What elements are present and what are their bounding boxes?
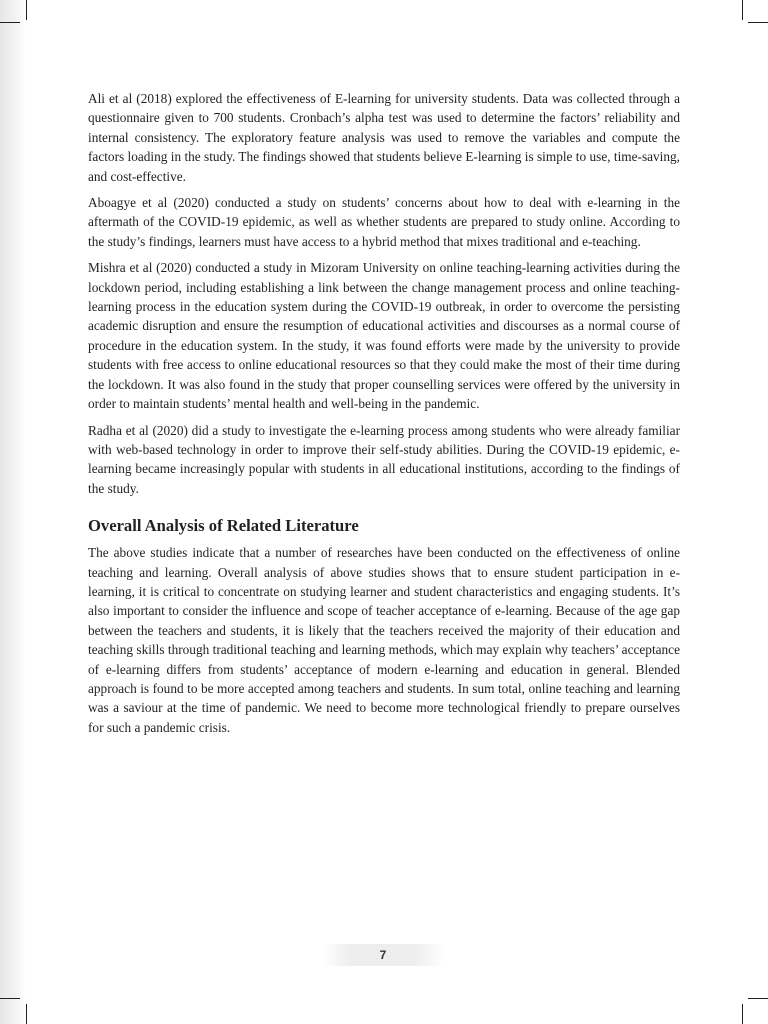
paragraph-mishra-2020: Mishra et al (2020) conducted a study in Mizoram University on online teaching-learning activities during the lockdown period, including establishing a link between the change management process and online teaching-learning process in the education system during the COVID-19 outbreak, in order to overcome the persisting academic disruption and ensure the resumption of educational activities and discourses as a normal course of procedure in the education system. In the study, it was found efforts were made by the university to provide students with free access to online educational resources so that they could make the most of their time during the lockdown. It was also found in the study that proper counselling services were offered by the university in order to maintain students’ mental health and well-being in the pandemic. (88, 260, 680, 412)
page-body (88, 89, 680, 744)
section-body-paragraph: The above studies indicate that a number of researches have been conducted on the effectiveness of online teaching and learning. Overall analysis of above studies shows that to ensure student participation in e-learning, it is critical to concentrate on studying learner and student characteristics and engaging students. It’s also important to consider the influence and scope of teacher acceptance of e-learning. Because of the age gap between the teachers and students, it is likely that the teachers received the majority of their education and teaching skills through traditional teaching and learning methods, which may explain why teachers’ acceptance of e-learning differs from students’ acceptance of modern e-learning and education in general. Blended approach is found to be more accepted among teachers and students. In sum total, online teaching and learning was a saviour at the time of pandemic. We need to become more technological friendly to prepare ourselves for such a pandemic crisis. (88, 545, 680, 735)
paragraph-ali-2018: Ali et al (2018) explored the effectiveness of E-learning for university students. Data was collected through a questionnaire given to 700 students. Cronbach’s alpha test was used to determine the factors’ reliability and internal consistency. The exploratory feature analysis was used to remove the variables and compute the factors loading in the study. The findings showed that students believe E-learning is simple to use, time-saving, and cost-effective. (88, 91, 680, 184)
crop-mark-top-left-horizontal (0, 22, 20, 23)
paragraph-aboagye-2020: Aboagye et al (2020) conducted a study on students’ concerns about how to deal with e-learning in the aftermath of the COVID-19 epidemic, as well as whether students are prepared to study online. According to the study’s findings, learners must have access to a hybrid method that mixes traditional and e-teaching. (88, 195, 680, 249)
crop-mark-bottom-left-horizontal (0, 998, 20, 999)
section-heading: Overall Analysis of Related Literature (88, 516, 359, 536)
crop-mark-top-left-vertical (26, 0, 27, 20)
crop-mark-top-right-horizontal (748, 22, 768, 23)
crop-mark-bottom-left-vertical (26, 1004, 27, 1024)
crop-mark-bottom-right-vertical (742, 1004, 743, 1024)
crop-mark-top-right-vertical (742, 0, 743, 20)
paragraph-radha-2020: Radha et al (2020) did a study to investigate the e-learning process among students who were already familiar with web-based technology in order to improve their self-study abilities. During the COVID-19 epidemic, e-learning became increasingly popular with students in all educational institutions, according to the findings of the study. (88, 422, 680, 496)
page-side-shading (0, 0, 26, 1024)
crop-mark-bottom-right-horizontal (748, 998, 768, 999)
page-number: 7 (322, 944, 444, 966)
